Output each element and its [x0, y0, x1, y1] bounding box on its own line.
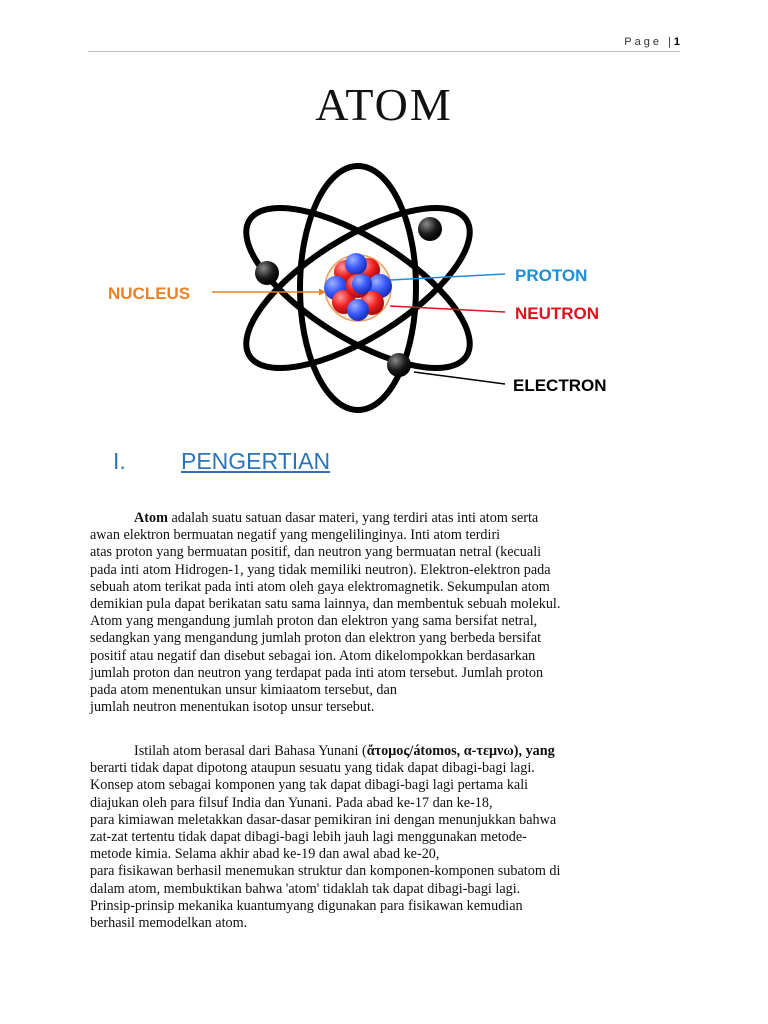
bold-term: Atom [134, 510, 168, 526]
page-separator: | [668, 36, 671, 48]
nucleus-label: NUCLEUS [108, 284, 191, 303]
document-title: ATOM [315, 79, 453, 130]
neutron-pointer [390, 306, 505, 312]
paragraph-line: berhasil memodelkan atom. [90, 915, 248, 932]
paragraph-definition [90, 510, 690, 716]
paragraph-line: para fisikawan berhasil menemukan struktur dan komponen-komponen subatom di [90, 863, 561, 880]
paragraph-line: jumlah proton dan neutron yang terdapat pada inti atom tersebut. Jumlah proton [90, 664, 544, 681]
electron-label: ELECTRON [513, 376, 607, 395]
paragraph-line: diajukan oleh para filsuf India dan Yunani. Pada abad ke-17 dan ke-18, [90, 794, 493, 811]
paragraph-line: dalam atom, membuktikan bahwa 'atom' tidaklah tak dapat dibagi-bagi lagi. [90, 880, 521, 897]
electron-ball [255, 261, 279, 285]
bold-greek: ἄτομος/átomos, α-τεμνω), yang [366, 743, 555, 759]
proton-ball [345, 253, 367, 275]
line-text: Istilah atom berasal dari Bahasa Yunani ( [134, 743, 367, 759]
paragraph-line: pada atom menentukan unsur kimiaatom tersebut, dan [90, 682, 397, 699]
paragraph-line: pada inti atom Hidrogen-1, yang tidak memiliki neutron). Elektron-elektron pada [90, 561, 551, 578]
atom-diagram [100, 160, 640, 415]
proton-ball [347, 299, 369, 321]
section-number: I. [113, 448, 126, 474]
paragraph-line: positif atau negatif dan disebut sebagai ion. Atom dikelompokkan berdasarkan [90, 647, 536, 664]
paragraph-line [90, 743, 690, 760]
page-word: Page [624, 36, 662, 48]
paragraph-etymology [90, 743, 690, 932]
paragraph-line: awan elektron bermuatan negatif yang mengelilinginya. Inti atom terdiri [90, 527, 501, 544]
paragraph-line: para kimiawan meletakkan dasar-dasar pemikiran ini dengan menunjukkan bahwa [90, 811, 557, 828]
page-number: 1 [673, 36, 680, 48]
paragraph-line: jumlah neutron menentukan isotop unsur tersebut. [90, 699, 375, 716]
nucleus [324, 253, 392, 321]
neutron-label: NEUTRON [515, 304, 600, 323]
paragraph-line: berarti tidak dapat dipotong ataupun sesuatu yang tidak dapat dibagi-bagi lagi. [90, 760, 535, 777]
page-number-header [624, 36, 680, 48]
line-text: adalah suatu satuan dasar materi, yang terdiri atas inti atom serta [167, 510, 539, 526]
paragraph-line: Konsep atom sebagai komponen yang tak dapat dibagi-bagi lagi pertama kali [90, 777, 529, 794]
paragraph-line: demikian pula dapat berikatan satu sama lainnya, dan membentuk sebuah molekul. [90, 596, 561, 613]
paragraph-line: sedangkan yang mengandung jumlah proton dan elektron yang berbeda bersifat [90, 630, 542, 647]
paragraph-line: Prinsip-prinsip mekanika kuantumyang digunakan para fisikawan kemudian [90, 897, 523, 914]
header-rule [88, 51, 680, 52]
section-heading [113, 448, 330, 475]
paragraph-line: zat-zat tertentu tidak dapat dibagi-bagi lebih jauh lagi menggunakan metode- [90, 829, 527, 846]
paragraph-line: Atom yang mengandung jumlah proton dan elektron yang sama bersifat netral, [90, 613, 538, 630]
paragraph-line: metode kimia. Selama akhir abad ke-19 dan awal abad ke-20, [90, 846, 440, 863]
proton-label: PROTON [515, 266, 588, 285]
paragraph-line [90, 510, 690, 527]
paragraph-line: atas proton yang bermuatan positif, dan neutron yang bermuatan netral (kecuali [90, 544, 542, 561]
electron-ball [387, 353, 411, 377]
section-title: PENGERTIAN [181, 448, 331, 474]
electron-ball [418, 217, 442, 241]
paragraph-line: sebuah atom terikat pada inti atom oleh gaya elektromagnetik. Sekumpulan atom [90, 578, 550, 595]
proton-ball [352, 274, 372, 294]
electron-pointer [414, 372, 505, 384]
